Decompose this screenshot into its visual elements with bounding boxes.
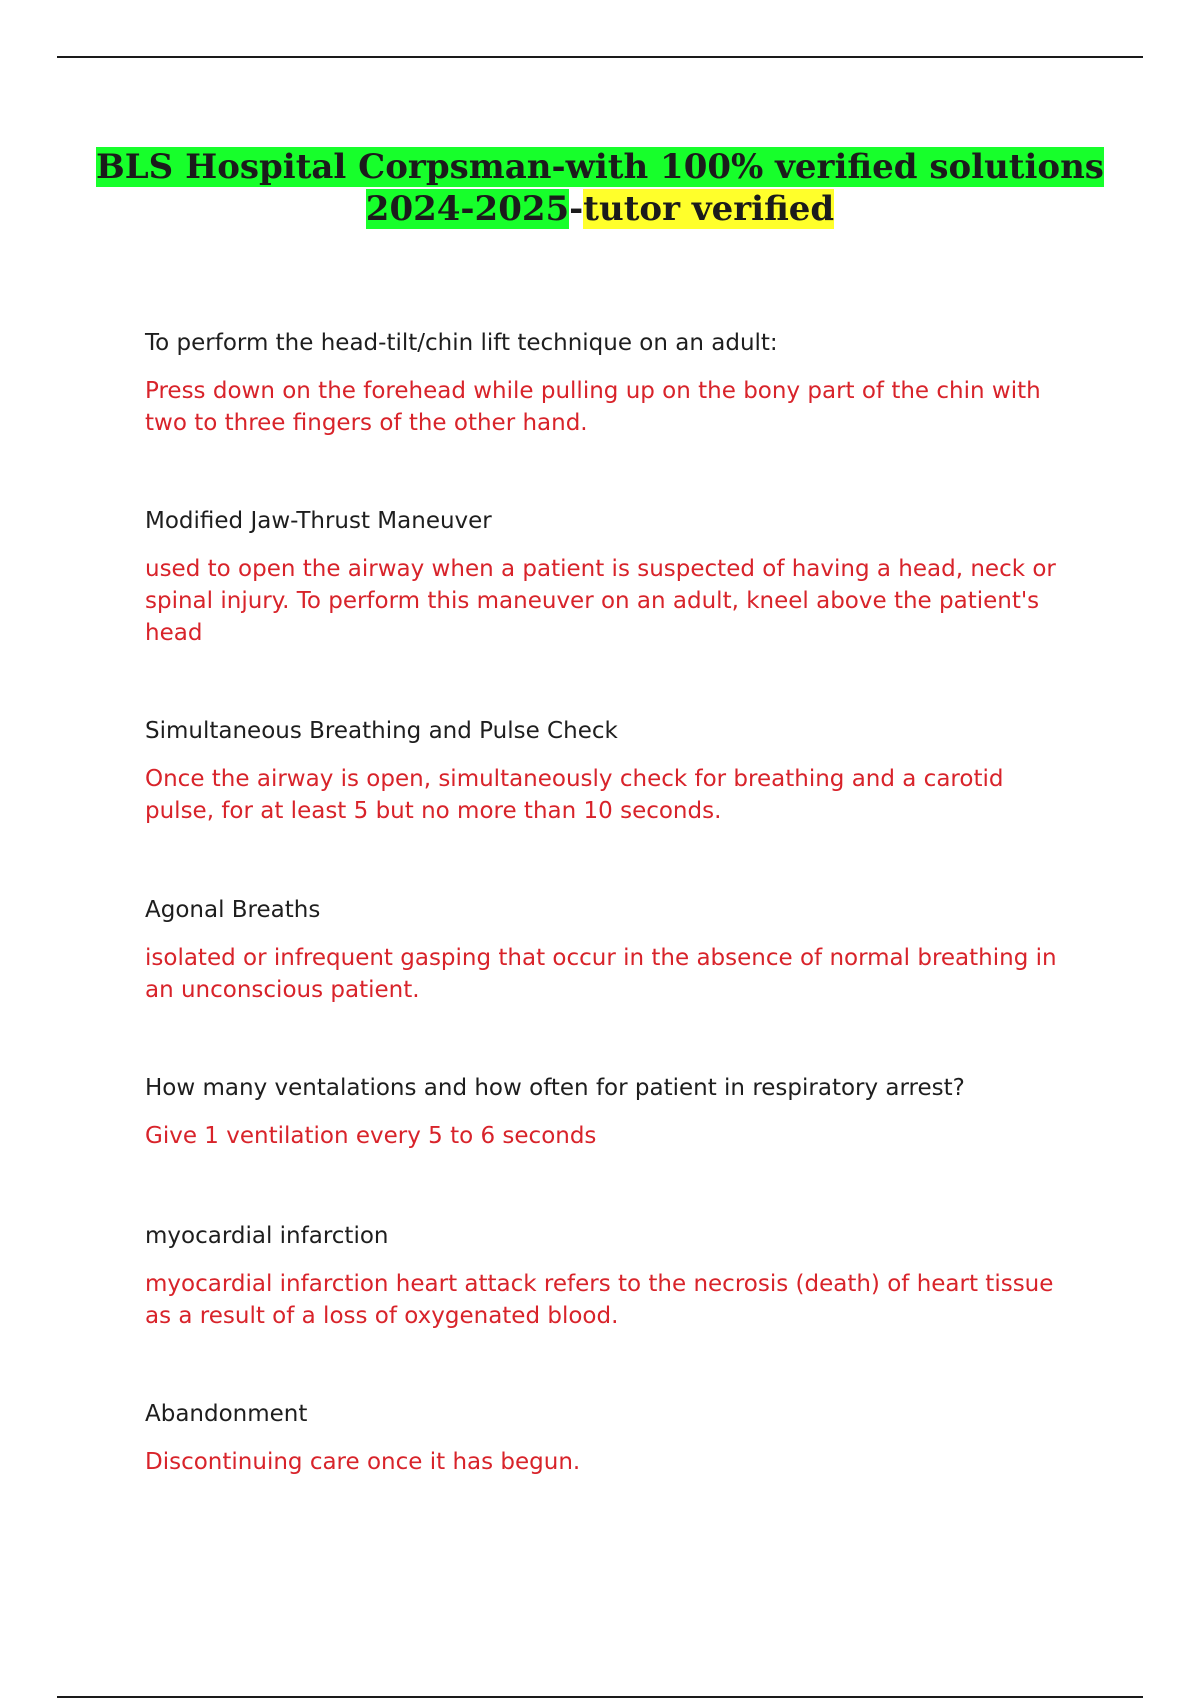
document-title [0, 146, 1200, 230]
answer-text: Press down on the forehead while pulling up on the bony part of the chin with two to three fingers of the other hand. [145, 378, 1041, 436]
qa-item-2 [145, 505, 1065, 649]
answer-text: used to open the airway when a patient is suspected of having a head, neck or spinal injury. To perform this maneuver on an adult, kneel above the patient's head [145, 556, 1056, 646]
question-text: How many ventalations and how often for patient in respiratory arrest? [145, 1075, 965, 1101]
title-line-1: BLS Hospital Corpsman-with 100% verified solutions [96, 147, 1104, 187]
title-dash: - [569, 189, 584, 229]
answer-text: myocardial infarction heart attack refers to the necrosis (death) of heart tissue as a result of a loss of oxygenated blood. [145, 1271, 1054, 1329]
question-text: Simultaneous Breathing and Pulse Check [145, 718, 618, 744]
bottom-rule [57, 1696, 1143, 1698]
qa-item-4 [145, 894, 1065, 1006]
qa-item-3 [145, 715, 1065, 827]
question-text: To perform the head-tilt/chin lift technique on an adult: [145, 330, 778, 356]
question-text: Abandonment [145, 1401, 308, 1427]
qa-item-6 [145, 1220, 1065, 1332]
answer-text: Once the airway is open, simultaneously check for breathing and a carotid pulse, for at least 5 but no more than 10 seconds. [145, 766, 1004, 824]
qa-item-5 [145, 1072, 1065, 1152]
answer-text: Discontinuing care once it has begun. [145, 1449, 581, 1475]
top-rule [57, 56, 1143, 58]
title-year: 2024-2025 [365, 189, 570, 229]
title-tutor-verified: tutor verified [583, 189, 835, 229]
qa-item-7 [145, 1398, 1065, 1478]
answer-text: isolated or infrequent gasping that occur in the absence of normal breathing in an unconscious patient. [145, 945, 1057, 1003]
question-text: Modified Jaw-Thrust Maneuver [145, 508, 492, 534]
answer-text: Give 1 ventilation every 5 to 6 seconds [145, 1123, 597, 1149]
question-text: myocardial infarction [145, 1223, 389, 1249]
qa-item-1 [145, 327, 1065, 439]
question-text: Agonal Breaths [145, 897, 321, 923]
